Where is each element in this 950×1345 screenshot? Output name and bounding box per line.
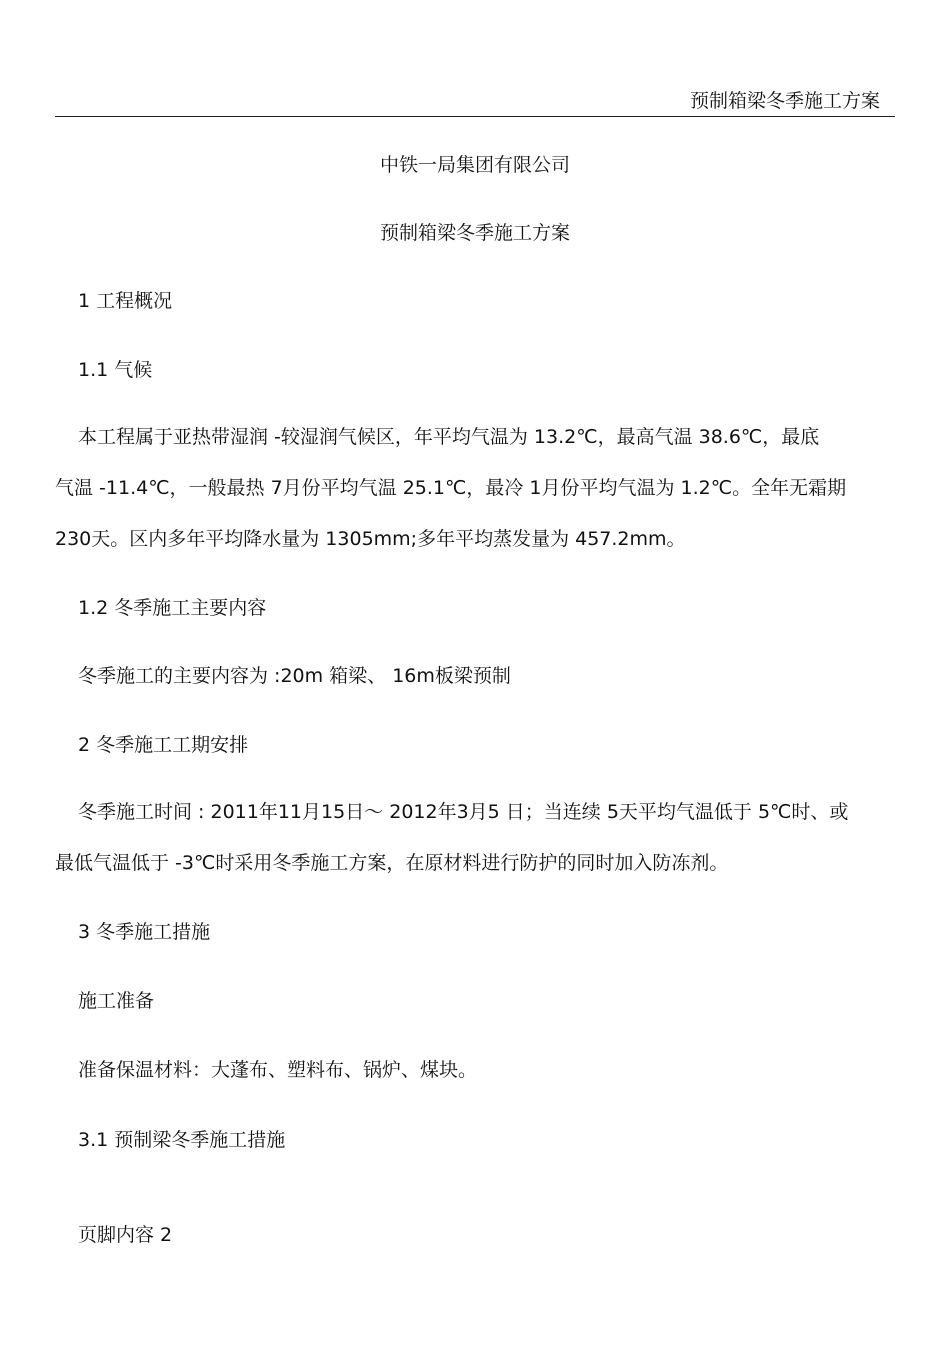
- section-1-heading: 1 工程概况: [78, 290, 173, 312]
- section-2-heading: 2 冬季施工工期安排: [78, 734, 249, 756]
- preparation-heading: 施工准备: [78, 990, 155, 1012]
- section-1-2-heading: 1.2 冬季施工主要内容: [78, 597, 267, 619]
- page-footer: 页脚内容 2: [78, 1224, 173, 1246]
- climate-paragraph-line-3: 230天。区内多年平均降水量为 1305mm;多年平均蒸发量为 457.2mm。: [55, 528, 686, 550]
- section-3-heading: 3 冬季施工措施: [78, 921, 211, 943]
- schedule-paragraph-line-1: 冬季施工时间 : 2011年11月15日～ 2012年3月5 日；当连续 5天平均气温低于 5℃时、或: [78, 801, 849, 823]
- schedule-paragraph-line-2: 最低气温低于 -3℃时采用冬季施工方案，在原材料进行防护的同时加入防冻剂。: [55, 852, 729, 874]
- section-3-1-heading: 3.1 预制梁冬季施工措施: [78, 1129, 286, 1151]
- main-content-paragraph: 冬季施工的主要内容为 :20m 箱梁、 16m板梁预制: [78, 665, 511, 687]
- document-title: 预制箱梁冬季施工方案: [379, 222, 570, 244]
- section-1-1-heading: 1.1 气候: [78, 359, 153, 381]
- running-header-title: 预制箱梁冬季施工方案: [689, 90, 880, 112]
- climate-paragraph-line-2: 气温 -11.4℃，一般最热 7月份平均气温 25.1℃，最冷 1月份平均气温为 1.2℃。全年无霜期: [55, 477, 847, 499]
- header-divider: [55, 116, 895, 117]
- climate-paragraph-line-1: 本工程属于亚热带湿润 -较湿润气候区，年平均气温为 13.2℃，最高气温 38.6℃，最底: [78, 426, 820, 448]
- company-name: 中铁一局集团有限公司: [379, 154, 570, 176]
- preparation-paragraph: 准备保温材料：大蓬布、塑料布、锅炉、煤块。: [78, 1059, 478, 1081]
